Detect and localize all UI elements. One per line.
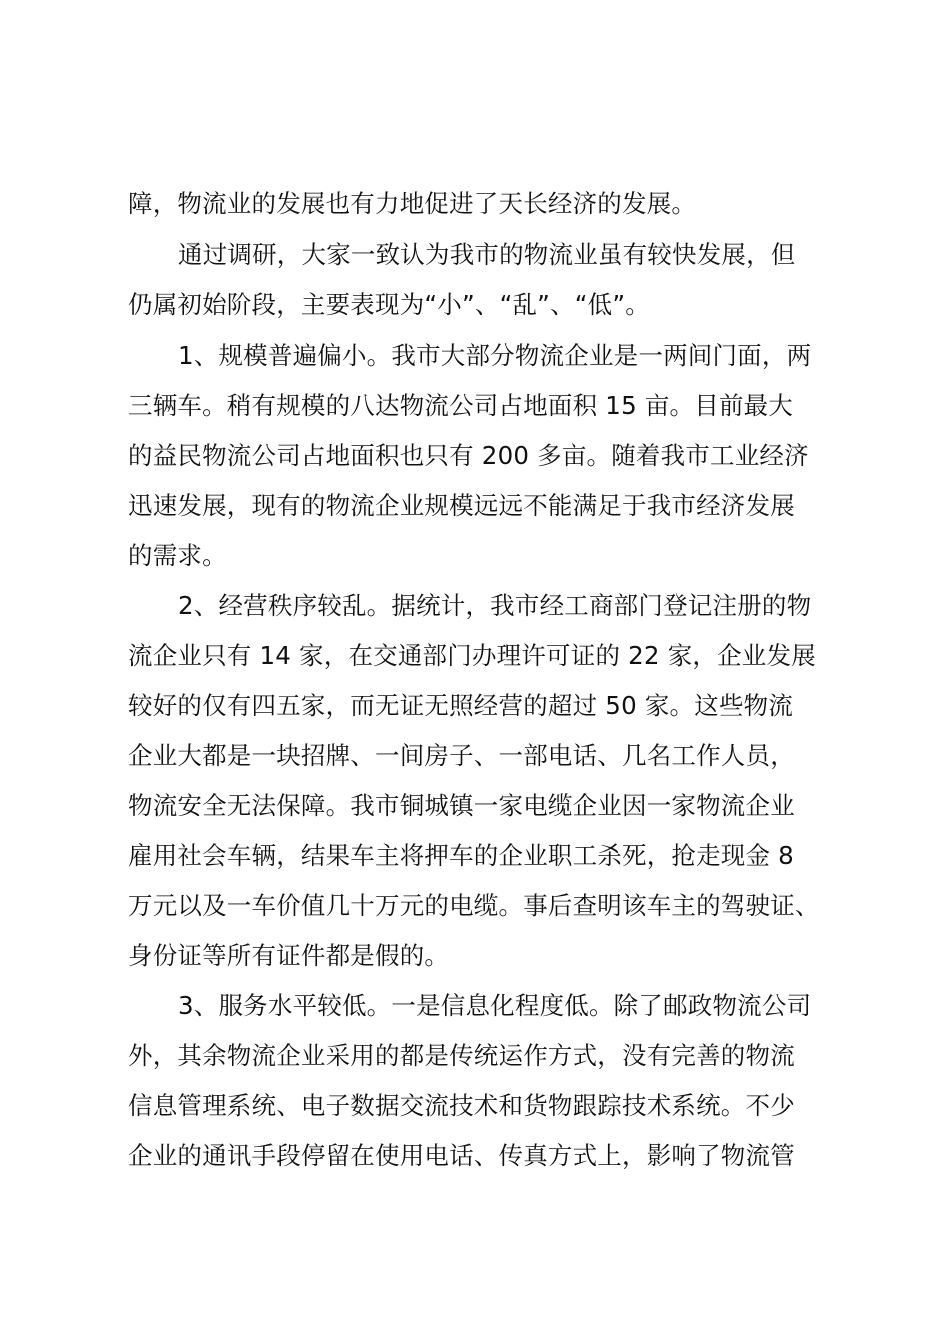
text-line: 仍属初始阶段，主要表现为“小”、“乱”、“低”。 — [128, 290, 650, 319]
text-line: 物流安全无法保障。我市铜城镇一家电缆企业因一家物流企业 — [128, 791, 795, 820]
text-line: 流企业只有 14 家，在交通部门办理许可证的 22 家，企业发展 — [128, 641, 816, 670]
paragraph-first-line: 通过调研，大家一致认为我市的物流业虽有较快发展，但 — [178, 240, 796, 269]
text-line: 雇用社会车辆，结果车主将押车的企业职工杀死，抢走现金 8 — [128, 841, 794, 870]
text-line: 障，物流业的发展也有力地促进了天长经济的发展。 — [128, 189, 697, 218]
text-line: 的益民物流公司占地面积也只有 200 多亩。随着我市工业经济 — [128, 441, 809, 470]
text-line: 的需求。 — [128, 541, 227, 570]
text-line: 外，其余物流企业采用的都是传统运作方式，没有完善的物流 — [128, 1041, 795, 1070]
text-line: 较好的仅有四五家，而无证无照经营的超过 50 家。这些物流 — [128, 691, 794, 720]
text-line: 迅速发展，现有的物流企业规模远远不能满足于我市经济发展 — [128, 491, 795, 520]
text-line: 身份证等所有证件都是假的。 — [128, 941, 450, 970]
paragraph-first-line: 1、规模普遍偏小。我市大部分物流企业是一两间门面，两 — [178, 341, 812, 370]
text-line: 企业的通讯手段停留在使用电话、传真方式上，影响了物流管 — [128, 1141, 795, 1170]
text-line: 企业大都是一块招牌、一间房子、一部电话、几名工作人员， — [128, 741, 795, 770]
text-line: 万元以及一车价值几十万元的电缆。事后查明该车主的驾驶证、 — [128, 891, 820, 920]
text-line: 三辆车。稍有规模的八达物流公司占地面积 15 亩。目前最大 — [128, 391, 794, 420]
text-line: 信息管理系统、电子数据交流技术和货物跟踪技术系统。不少 — [128, 1091, 795, 1120]
paragraph-first-line: 2、经营秩序较乱。据统计，我市经工商部门登记注册的物 — [178, 591, 812, 620]
paragraph-first-line: 3、服务水平较低。一是信息化程度低。除了邮政物流公司 — [178, 991, 812, 1020]
